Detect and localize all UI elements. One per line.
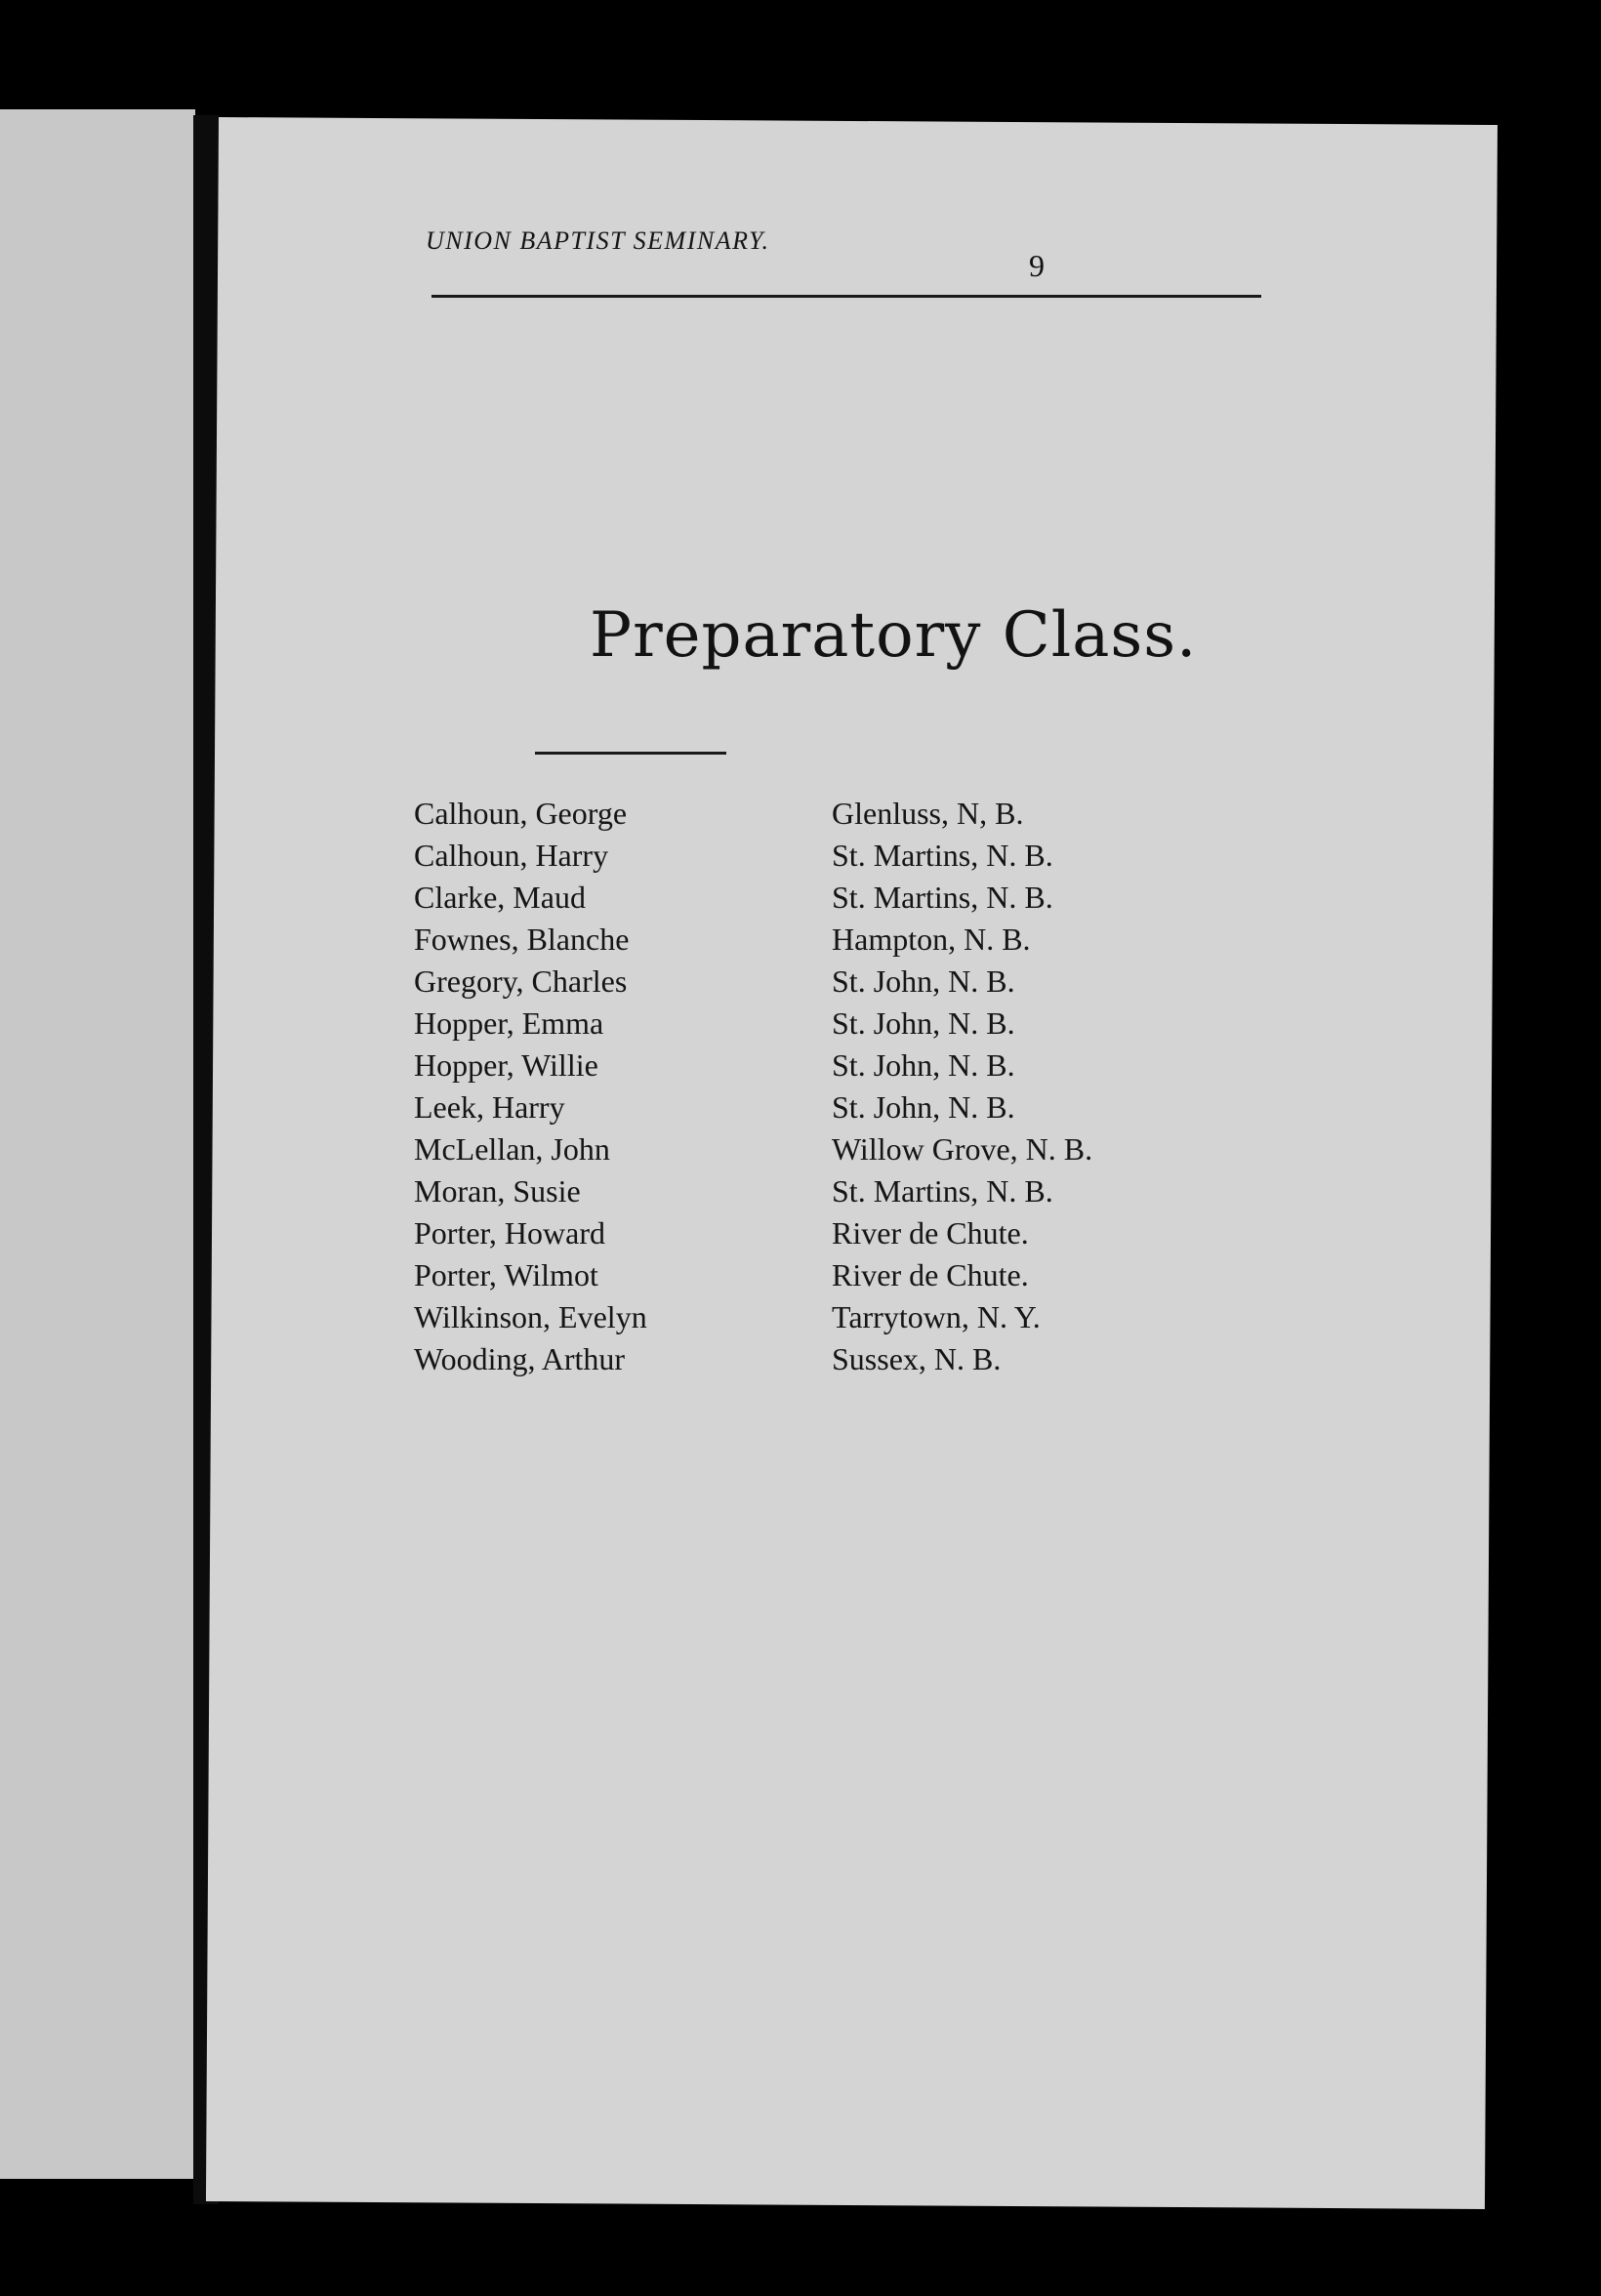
roster-row <box>414 1086 1253 1128</box>
roster-row <box>414 1212 1253 1254</box>
student-place: St. Martins, N. B. <box>832 838 1053 873</box>
student-place: Willow Grove, N. B. <box>832 1131 1093 1167</box>
student-name: Hopper, Emma <box>414 1005 604 1041</box>
roster-row <box>414 835 1253 877</box>
header-rule <box>431 295 1261 298</box>
student-place: St. John, N. B. <box>832 1089 1015 1125</box>
roster-row <box>414 1003 1253 1045</box>
student-name: Moran, Susie <box>414 1173 581 1209</box>
roster-row <box>414 1296 1253 1338</box>
student-name: Porter, Howard <box>414 1215 605 1250</box>
student-place: St. John, N. B. <box>832 1047 1015 1083</box>
student-roster <box>414 793 1253 1408</box>
roster-row <box>414 793 1253 835</box>
student-place: Tarrytown, N. Y. <box>832 1299 1041 1334</box>
roster-row <box>414 961 1253 1003</box>
student-place: Sussex, N. B. <box>832 1341 1002 1376</box>
roster-row <box>414 877 1253 919</box>
roster-row <box>414 1254 1253 1296</box>
roster-row <box>414 1045 1253 1086</box>
student-place: St. John, N. B. <box>832 964 1015 999</box>
student-name: Porter, Wilmot <box>414 1257 598 1292</box>
student-name: Wooding, Arthur <box>414 1341 626 1376</box>
student-place: St. John, N. B. <box>832 1005 1015 1041</box>
roster-row <box>414 1128 1253 1170</box>
student-name: Gregory, Charles <box>414 964 628 999</box>
student-name: Fownes, Blanche <box>414 922 630 957</box>
facing-page-edge <box>0 109 195 2179</box>
page-number: 9 <box>1029 248 1045 283</box>
student-name: McLellan, John <box>414 1131 610 1167</box>
section-title: Preparatory Class. <box>590 599 1198 672</box>
running-head: UNION BAPTIST SEMINARY. <box>426 226 770 255</box>
roster-row <box>414 919 1253 961</box>
title-rule <box>535 752 726 755</box>
student-place: St. Martins, N. B. <box>832 1173 1053 1209</box>
roster-row <box>414 1338 1253 1380</box>
student-name: Hopper, Willie <box>414 1047 598 1083</box>
student-name: Calhoun, Harry <box>414 838 609 873</box>
student-place: River de Chute. <box>832 1257 1029 1292</box>
student-name: Leek, Harry <box>414 1089 565 1125</box>
student-place: St. Martins, N. B. <box>832 880 1053 915</box>
student-place: Glenluss, N, B. <box>832 796 1024 831</box>
student-name: Calhoun, George <box>414 796 628 831</box>
roster-row <box>414 1170 1253 1212</box>
student-place: Hampton, N. B. <box>832 922 1031 957</box>
student-place: River de Chute. <box>832 1215 1029 1250</box>
student-name: Wilkinson, Evelyn <box>414 1299 647 1334</box>
student-name: Clarke, Maud <box>414 880 586 915</box>
